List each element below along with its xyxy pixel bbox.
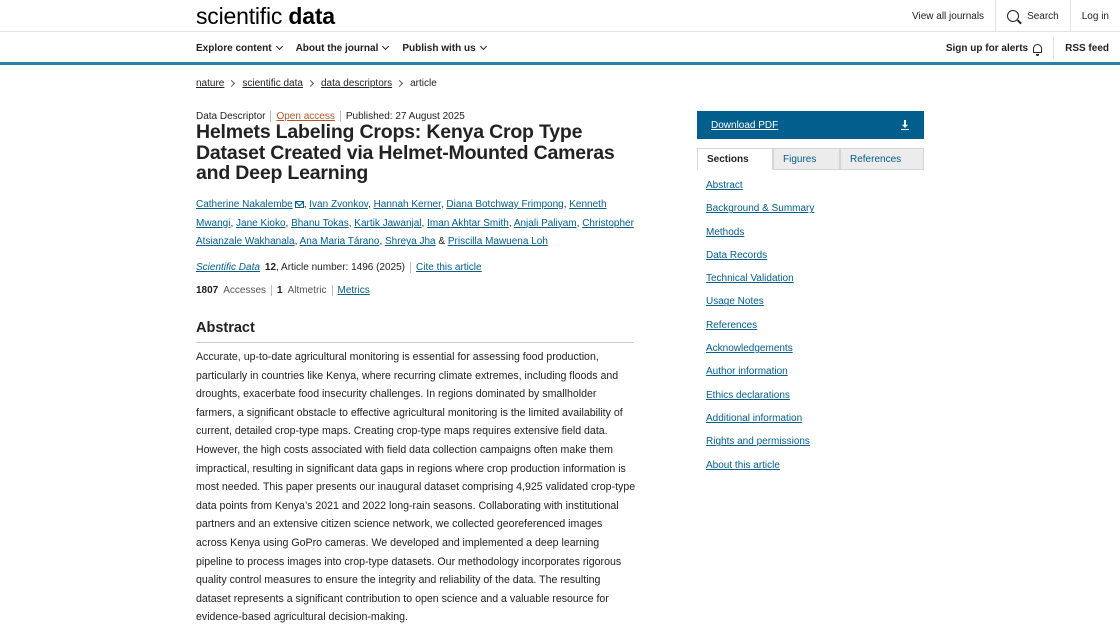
chevron-down-icon [382, 43, 389, 50]
journal-nav-menus [196, 33, 500, 63]
journal-nav-actions [935, 33, 1120, 63]
explore-content-label: Explore content [196, 42, 272, 54]
divider [410, 262, 411, 273]
section-link-ethics[interactable]: Ethics declarations [706, 389, 790, 401]
citation-line [196, 262, 482, 273]
sections-list [706, 180, 814, 483]
section-link-about-article[interactable]: About this article [706, 459, 780, 471]
altmetric-label: Altmetric [287, 285, 327, 296]
search-label: Search [1027, 10, 1059, 22]
section-link-data-records[interactable]: Data Records [706, 249, 768, 261]
breadcrumb-data-descriptors[interactable]: data descriptors [320, 78, 393, 89]
mail-icon[interactable] [295, 201, 304, 208]
login-link[interactable]: Log in [1070, 0, 1120, 32]
section-link-acknowledgements[interactable]: Acknowledgements [706, 343, 793, 355]
breadcrumb-scientific-data[interactable]: scientific data [242, 78, 303, 89]
cite-this-article-link[interactable]: Cite this article [416, 262, 482, 273]
metrics-link[interactable]: Metrics [337, 285, 370, 296]
altmetric-count: 1 [277, 285, 283, 296]
chevron-right-icon [396, 80, 403, 87]
article-number: , Article number: 1496 (2025) [276, 262, 406, 273]
author-link[interactable]: Iman Akhtar Smith [427, 217, 509, 229]
bell-icon [1033, 44, 1042, 53]
chevron-down-icon [480, 43, 487, 50]
breadcrumb-nature[interactable]: nature [196, 78, 225, 89]
top-bar [0, 0, 1120, 32]
tab-references[interactable]: References [840, 148, 924, 169]
search-icon [1007, 10, 1019, 22]
author-link[interactable]: Kartik Jawanjal [354, 217, 422, 229]
published-date: Published: 27 August 2025 [345, 111, 465, 122]
author-link[interactable]: Anjali Paliyam [513, 217, 577, 229]
chevron-right-icon [307, 80, 314, 87]
search-button[interactable] [995, 0, 1070, 32]
download-icon [901, 120, 910, 130]
accesses-count: 1807 [196, 285, 219, 296]
author-link[interactable]: Christopher Atsianzale Wakhanala [196, 217, 634, 248]
author-link[interactable]: Catherine Nakalembe [196, 199, 293, 210]
section-link-abstract[interactable]: Abstract [706, 180, 743, 191]
section-link-rights[interactable]: Rights and permissions [706, 436, 810, 448]
article-title: Helmets Labeling Crops: Kenya Crop Type Dataset Created via Helmet-Mounted Cameras and Deep Learning [196, 121, 615, 184]
abstract-heading: Abstract [196, 320, 634, 343]
chevron-down-icon [276, 43, 283, 50]
download-pdf-label: Download PDF [711, 119, 779, 131]
explore-content-menu[interactable] [196, 43, 282, 54]
top-right-links [901, 0, 1120, 32]
about-journal-menu[interactable] [296, 43, 389, 54]
author-link[interactable]: Priscilla Mawuena Loh [447, 236, 548, 248]
accesses-label: Accesses [223, 285, 267, 296]
section-link-methods[interactable]: Methods [706, 226, 745, 238]
volume-number: 12 [264, 262, 277, 273]
author-link[interactable]: Jane Kioko [236, 217, 286, 229]
chevron-right-icon [228, 80, 235, 87]
article-metrics [196, 285, 370, 296]
section-link-additional-information[interactable]: Additional information [706, 412, 803, 424]
author-link[interactable]: Shreya Jha [385, 236, 436, 248]
rss-feed-link[interactable]: RSS feed [1053, 37, 1120, 59]
section-link-background[interactable]: Background & Summary [706, 203, 815, 215]
author-link[interactable]: Ivan Zvonkov [309, 199, 369, 210]
divider [271, 285, 272, 296]
tab-sections[interactable]: Sections [697, 148, 773, 170]
breadcrumb [196, 78, 437, 89]
author-link[interactable]: Ana Maria Tárano [299, 236, 380, 248]
author-link[interactable]: Hannah Kerner [373, 199, 441, 210]
sign-up-alerts-link[interactable] [935, 37, 1053, 59]
section-link-references[interactable]: References [706, 319, 758, 331]
open-access-badge[interactable]: Open access [276, 111, 335, 122]
view-all-journals-link[interactable]: View all journals [911, 10, 985, 22]
author-list: Catherine Nakalembe , Ivan Zvonkov, Hannah Kerner, Diana Botchway Frimpong, Kenneth Mwangi, Jane Kioko, Bhanu Tokas, Kartik Jawanjal, Iman Akhtar Smith, Anjali Paliyam, Christopher Atsianzale Wakhanala, Ana Maria Tárano, Shreya Jha & Priscilla Mawuena Loh [196, 199, 634, 248]
breadcrumb-current: article [410, 78, 437, 89]
author-link[interactable]: Diana Botchway Frimpong [446, 199, 564, 210]
about-journal-label: About the journal [295, 42, 379, 54]
article-type: Data Descriptor [196, 111, 266, 122]
tab-figures[interactable]: Figures [773, 148, 840, 169]
journal-nav [0, 33, 1120, 65]
section-link-usage-notes[interactable]: Usage Notes [706, 296, 764, 308]
section-link-technical-validation[interactable]: Technical Validation [706, 273, 794, 285]
site-logo[interactable]: scientific data [196, 3, 335, 29]
author-ampersand: & [438, 236, 446, 248]
sidebar-tabs [697, 148, 924, 170]
journal-link[interactable]: Scientific Data [196, 262, 260, 273]
publish-with-us-label: Publish with us [402, 42, 476, 54]
sign-up-alerts-label: Sign up for alerts [945, 42, 1029, 54]
author-link[interactable]: Bhanu Tokas [291, 217, 349, 229]
abstract-text: Accurate, up-to-date agricultural monitoring is essential for assessing food production, particularly in countries like Kenya, where recurring climate extremes, including floods and droughts, exacerbate food insecurity challenges. In regions dominated by smallholder farmers, a significant obstacle to effective agricultural monitoring is the limited availability of current, detailed crop-type maps. Creating crop-type maps requires extensive field data. However, the high costs associated with field data collection campaigns often make them impractical, resulting in significant data gaps in regions where crop production information is most needed. This paper presents our inaugural dataset comprising 4,925 validated crop-type data points from Kenya’s 2021 and 2022 long-rain seasons. Collaborating with institutional partners and an extensive citizen science network, we collected georeferenced images across Kenya using GoPro cameras. We developed and implemented a deep learning pipeline to process images into crop-type datasets. Our methodology incorporates rigorous quality control measures to ensure the integrity and reliability of the data. The resulting dataset represents a significant contribution to open science and a valuable resource for evidence-based agricultural decision-making. [196, 351, 636, 624]
download-pdf-button[interactable] [697, 111, 924, 139]
publish-with-us-menu[interactable] [402, 43, 485, 54]
author-link[interactable]: Kenneth Mwangi [196, 199, 607, 229]
section-link-author-information[interactable]: Author information [706, 366, 788, 378]
divider [332, 285, 333, 296]
